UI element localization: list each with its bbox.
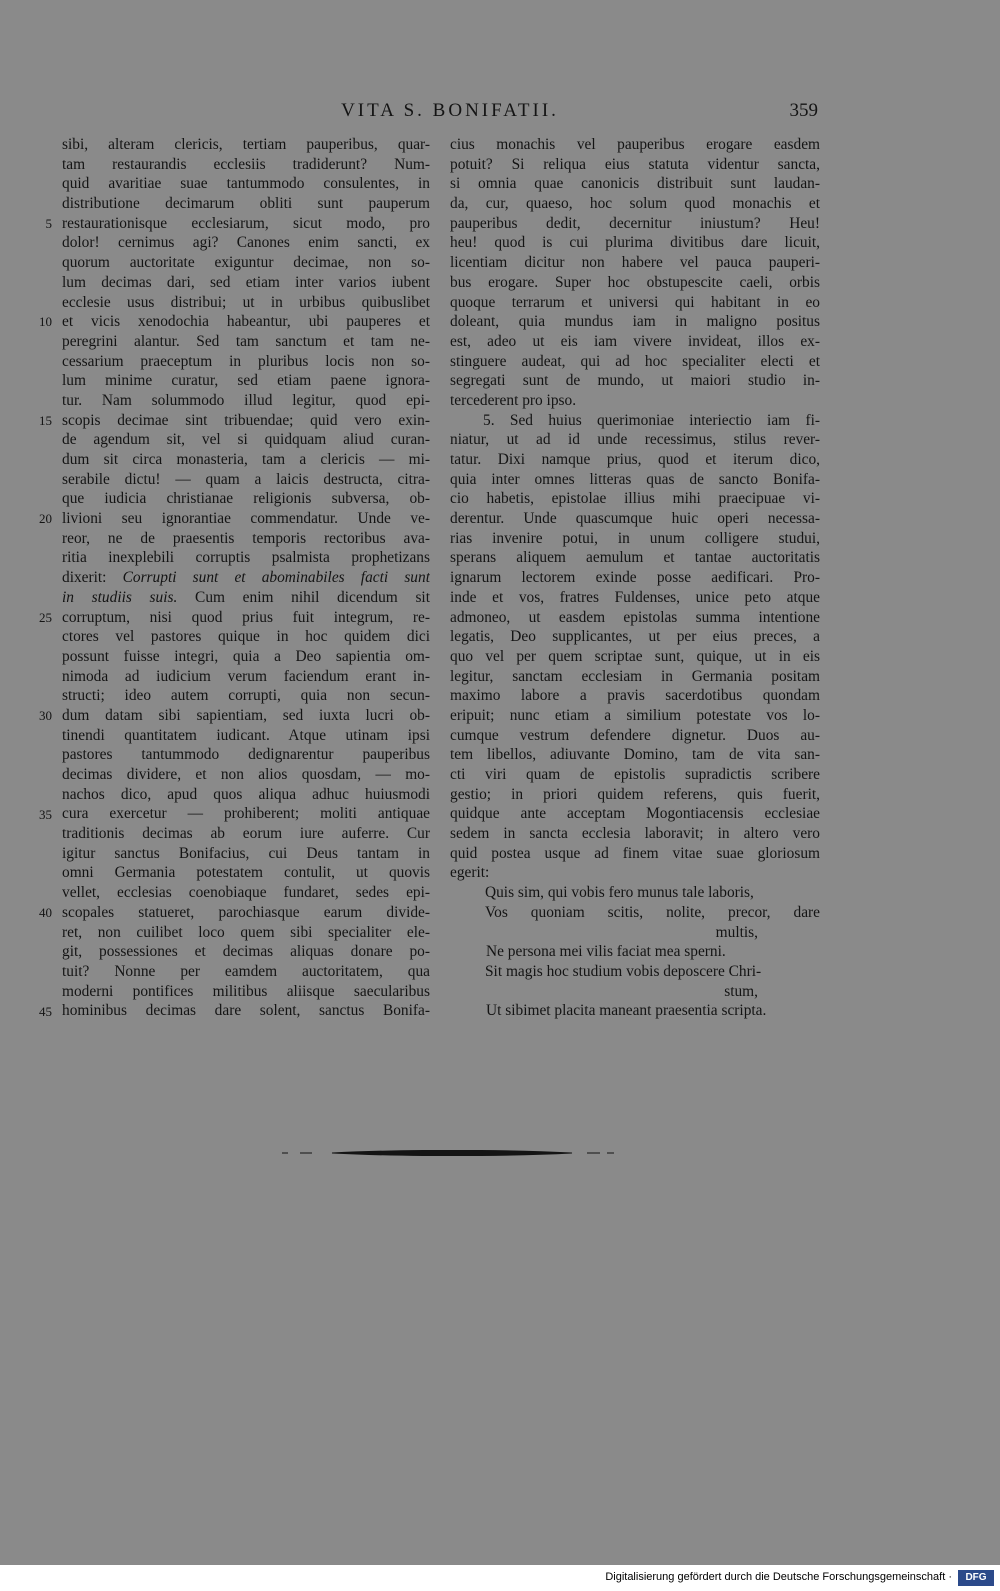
text-line: derentur. Unde quascumque huic operi necessa- bbox=[450, 510, 820, 528]
text-line: stinguere audeat, qui ad hoc specialiter electi et bbox=[450, 352, 820, 370]
text-line: lum decimas dari, sed etiam inter varios iubent bbox=[62, 273, 430, 291]
line-number: 15 bbox=[39, 412, 52, 428]
verse-line-continuation: stum, bbox=[724, 982, 758, 1000]
text-line: serabile dictu! — quam a laicis destructa, citra- bbox=[62, 470, 430, 488]
text-line: da, cur, quaeso, hoc solum quod monachis et bbox=[450, 195, 820, 213]
text-line: tur. Nam solummodo illud legitur, quod epi- bbox=[62, 391, 430, 409]
text-line: de agendum sit, vel si quidquam aliud curan- bbox=[62, 431, 430, 449]
text-line: lum minime curatur, sed etiam paene ignora- bbox=[62, 372, 430, 390]
text-line: structi; ideo autem corrupti, quia non secun- bbox=[62, 687, 430, 705]
verse-line: Sit magis hoc studium vobis deposcere Chri- bbox=[485, 962, 762, 980]
text-line: legatis, Deo supplicantes, ut per eius preces, a bbox=[450, 628, 820, 646]
text-line: ecclesie usus distribui; ut in urbibus quibuslibet bbox=[62, 293, 430, 311]
text-line: ret, non cuilibet loco quem sibi specialiter ele- bbox=[62, 923, 430, 941]
text-line: dixerit: Corrupti sunt et abominabiles facti sunt bbox=[62, 569, 430, 587]
text-line: cura exercetur — prohiberent; moliti antiquae bbox=[62, 805, 430, 823]
text-line: scopales statueret, parochiasque earum divide- bbox=[62, 903, 430, 921]
text-line: et vicis xenodochia habeantur, ubi pauperes et bbox=[62, 313, 430, 331]
text-line: sperans aliquem aemulum et tantae auctoritatis bbox=[450, 549, 820, 567]
text-line: quorum auctoritate exiguntur decimae, non so- bbox=[62, 254, 430, 272]
text-line: pastores tantummodo dedignarentur pauperibus bbox=[62, 746, 430, 764]
right-column bbox=[450, 135, 820, 1021]
text-line: peregrini alantur. Sed tam sanctum et tam ne- bbox=[62, 332, 430, 350]
verse-line: Ne persona mei vilis faciat mea sperni. bbox=[486, 943, 726, 961]
text-line: ctores vel pastores quique in hoc quidem dici bbox=[62, 628, 430, 646]
text-line: livioni seu ignorantiae commendatur. Unde ve- bbox=[62, 510, 430, 528]
text-line: tinendi quantitatem iudicant. Atque utinam ipsi bbox=[62, 726, 430, 744]
text-line: cessarium praeceptum in pluribus locis non so- bbox=[62, 352, 430, 370]
text-line: git, possessiones et decimas aliquas donare po- bbox=[62, 943, 430, 961]
text-line: nimoda ad iudicium verum faciendum erant in- bbox=[62, 667, 430, 685]
text-line: restaurationisque ecclesiarum, sicut modo, pro bbox=[62, 214, 430, 232]
text-line: moderni pontifices militibus aliisque saecularibus bbox=[62, 982, 430, 1000]
text-line: quo vel per quem scriptae sunt, quique, ut in eis bbox=[450, 647, 820, 665]
text-line: admoneo, ut easdem epistolas summa intentione bbox=[450, 608, 820, 626]
text-line: hominibus decimas dare solent, sanctus Bonifa- bbox=[62, 1002, 430, 1020]
text-line: gestio; in priori quidem referens, quis fuerit, bbox=[450, 785, 820, 803]
text-line: corruptum, nisi quod prius fuit integrum, re- bbox=[62, 608, 430, 626]
text-line: ignarum lectorem exinde posse aedificari. Pro- bbox=[450, 569, 820, 587]
line-number: 35 bbox=[39, 806, 52, 822]
page-number: 359 bbox=[789, 100, 818, 121]
text-line: nachos dico, apud quos aliqua adhuc huiusmodi bbox=[62, 785, 430, 803]
text-line: cio habetis, epistolae illius mihi praecipuae vi- bbox=[450, 490, 820, 508]
text-line: inde et vos, fratres Fuldenses, unice peto atque bbox=[450, 588, 820, 606]
line-number: 45 bbox=[39, 1003, 52, 1019]
text-line: dum datam sibi sapientiam, sed iuxta lucri ob- bbox=[62, 706, 430, 724]
text-line: legitur, sanctam ecclesiam in Germania positam bbox=[450, 667, 820, 685]
text-line: possunt fuisse integri, quia a Deo sapientia om- bbox=[62, 647, 430, 665]
text-line: cius monachis vel pauperibus erogare easdem bbox=[450, 136, 820, 153]
line-number: 25 bbox=[39, 609, 52, 625]
text-line: tam restaurandis ecclesiis tradiderunt? Num- bbox=[62, 155, 430, 173]
text-line: igitur sanctus Bonifacius, cui Deus tantam in bbox=[62, 844, 430, 862]
closing-rule bbox=[282, 1150, 622, 1156]
text-line: reor, ne de praesentis temporis rectoribus ava- bbox=[62, 529, 430, 547]
text-line: decimas dividere, et non alios quosdam, — mo- bbox=[62, 766, 430, 783]
verse-line: Quis sim, qui vobis fero munus tale laboris, bbox=[485, 884, 754, 902]
text-line: quia inter omnes litteras quas de sancto Bonifa- bbox=[450, 470, 820, 488]
line-number: 10 bbox=[39, 314, 52, 330]
text-line: quid avaritiae suae tantummodo consulentes, in bbox=[62, 175, 430, 193]
text-line: heu! quod is cui plurima divitibus dare licuit, bbox=[450, 234, 820, 252]
text-line: tatur. Dixi namque prius, quod et iterum dico, bbox=[450, 451, 820, 468]
text-line: traditionis decimas ab eorum iure auferre. Cur bbox=[62, 825, 430, 843]
text-line: distributione decimarum obliti sunt pauperum bbox=[62, 195, 430, 213]
text-line: egerit: bbox=[450, 864, 490, 882]
text-line: dolor! cernimus agi? Canones enim sancti, ex bbox=[62, 234, 430, 252]
text-line: vellet, ecclesias coenobiaque fundaret, sedes epi- bbox=[62, 884, 430, 902]
text-line: cti viri quam de epistolis supradictis scribere bbox=[450, 766, 820, 783]
text-line: maximo labore a pravis sacerdotibus quondam bbox=[450, 687, 820, 705]
dfg-logo: DFG bbox=[958, 1570, 994, 1586]
text-line: doleant, quia mundus iam in maligno positus bbox=[450, 313, 820, 331]
text-line: dum sit circa monasteria, tam a clericis — mi- bbox=[62, 451, 430, 468]
funding-note: Digitalisierung gefördert durch die Deutsche Forschungsgemeinschaft · bbox=[605, 1571, 952, 1583]
text-line: cumque vestrum defendere dignetur. Duos au- bbox=[450, 726, 820, 744]
verse-line: Vos quoniam scitis, nolite, precor, dare bbox=[485, 903, 820, 921]
text-line: in studiis suis. Cum enim nihil dicendum sit bbox=[62, 588, 430, 606]
text-line: scopis decimae sint tribuendae; quid vero exin- bbox=[62, 411, 430, 429]
text-line: sibi, alteram clericis, tertiam pauperibus, quar- bbox=[62, 136, 430, 153]
running-title: VITA S. BONIFATII. bbox=[341, 100, 559, 121]
text-line: quidque ante acceptam Mogontiacensis ecclesiae bbox=[450, 805, 820, 823]
paragraph-start-line: 5. Sed huius querimoniae interiectio iam fi- bbox=[483, 411, 820, 429]
text-line: pauperibus dedit, decernitur iniustum? Heu! bbox=[450, 214, 820, 232]
line-number: 30 bbox=[39, 708, 52, 724]
text-line: eripuit; nunc etiam a similium potestate vos lo- bbox=[450, 706, 820, 724]
text-line: que iudicia christianae religionis subversa, ob- bbox=[62, 490, 430, 508]
page-header bbox=[0, 100, 1000, 130]
text-line: est, adeo ut eis iam vivere invideat, illos ex- bbox=[450, 332, 820, 350]
text-line: segregati sunt de mundo, ut maiori studio in- bbox=[450, 372, 820, 390]
text-line: omni Germania potestatem contulit, ut quovis bbox=[62, 864, 430, 882]
text-line: quoque terrarum et universi qui habitant in eo bbox=[450, 293, 820, 311]
text-line: si omnia quae canonicis distribuit sunt laudan- bbox=[450, 175, 820, 193]
text-line: ritia inexplebili corruptis psalmista prophetizans bbox=[62, 549, 430, 567]
verse-line: Ut sibimet placita maneant praesentia scripta. bbox=[486, 1002, 767, 1020]
text-line: tercederent pro ipso. bbox=[450, 391, 577, 409]
text-line: bus erogare. Super hoc obstupescite caeli, orbis bbox=[450, 273, 820, 291]
text-line: licentiam dicitur non habere vel pauca pauperi- bbox=[450, 254, 820, 272]
verse-line-continuation: multis, bbox=[715, 923, 758, 941]
digitization-footer bbox=[0, 1565, 1000, 1591]
line-number: 5 bbox=[45, 215, 52, 231]
left-column bbox=[62, 135, 430, 1021]
text-line: quid postea usque ad finem vitae suae gloriosum bbox=[450, 844, 820, 862]
line-number: 40 bbox=[39, 905, 52, 921]
text-line: tuit? Nonne per eamdem auctoritatem, qua bbox=[62, 962, 430, 980]
text-line: niatur, ut ad id unde recessimus, stilus rever- bbox=[450, 431, 820, 449]
text-line: sedem in sancta ecclesia laboravit; in altero vero bbox=[450, 825, 820, 843]
text-line: rias invenire potui, in unum colligere studui, bbox=[450, 529, 820, 547]
line-number: 20 bbox=[39, 511, 52, 527]
text-line: potuit? Si reliqua eius statuta videntur sancta, bbox=[450, 155, 820, 173]
text-line: tem libellos, adiuvante Domino, tam de vita san- bbox=[450, 746, 820, 764]
